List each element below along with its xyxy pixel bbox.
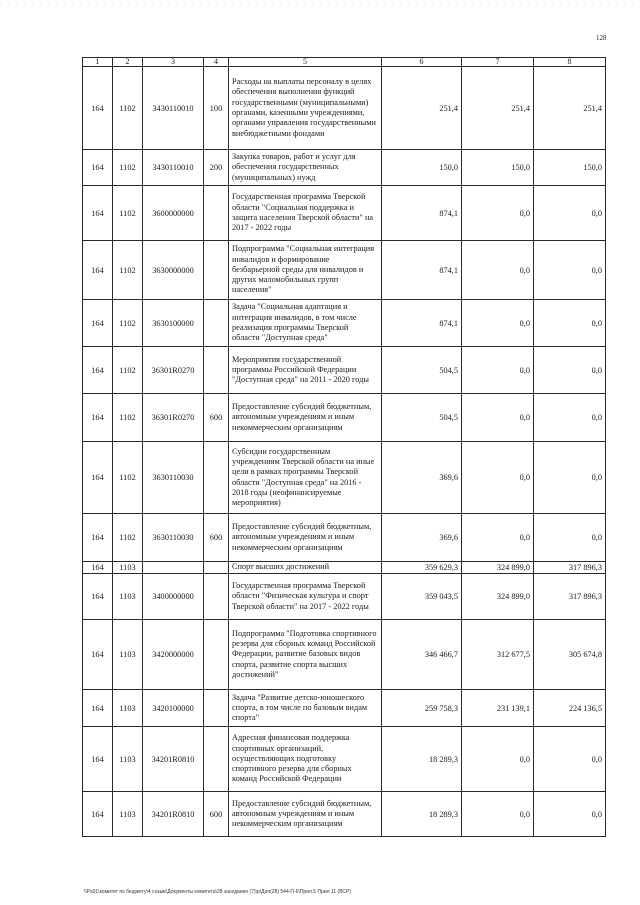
table-row bbox=[83, 150, 606, 186]
footer-file-path: \\Ps01\комитет по бюджету\4 созыв\Документы комитета\28 заседание (7)\р\Доп(28) 544-П-6\Прил.5 Прил 11 (ВСР) bbox=[84, 889, 351, 895]
admin-code-cell: 164 bbox=[83, 347, 113, 394]
expense-type-cell: 600 bbox=[204, 394, 229, 442]
page-number: 128 bbox=[596, 34, 607, 42]
target-article-cell: 3430110010 bbox=[143, 67, 204, 150]
amount-year1-cell: 369,6 bbox=[382, 442, 462, 514]
amount-year1-cell: 874,1 bbox=[382, 186, 462, 241]
column-number: 8 bbox=[534, 58, 606, 67]
admin-code-cell: 164 bbox=[83, 394, 113, 442]
admin-code-cell: 164 bbox=[83, 186, 113, 241]
target-article-cell: 3630110030 bbox=[143, 514, 204, 562]
amount-year2-cell: 0,0 bbox=[462, 442, 534, 514]
item-name-cell: Задача "Социальная адаптация и интеграция инвалидов, в том числе реализация программы Тверской области "Доступная среда" bbox=[229, 300, 382, 347]
table-row bbox=[83, 442, 606, 514]
amount-year3-cell: 305 674,8 bbox=[534, 620, 606, 690]
table-row bbox=[83, 394, 606, 442]
admin-code-cell: 164 bbox=[83, 562, 113, 574]
amount-year1-cell: 18 289,3 bbox=[382, 727, 462, 792]
table-row bbox=[83, 347, 606, 394]
amount-year1-cell: 369,6 bbox=[382, 514, 462, 562]
amount-year3-cell: 0,0 bbox=[534, 394, 606, 442]
amount-year2-cell: 0,0 bbox=[462, 300, 534, 347]
amount-year1-cell: 359 629,3 bbox=[382, 562, 462, 574]
table-row bbox=[83, 792, 606, 837]
amount-year2-cell: 251,4 bbox=[462, 67, 534, 150]
admin-code-cell: 164 bbox=[83, 727, 113, 792]
section-code-cell: 1102 bbox=[113, 514, 143, 562]
amount-year1-cell: 504,5 bbox=[382, 347, 462, 394]
expense-type-cell: 200 bbox=[204, 150, 229, 186]
amount-year1-cell: 359 043,5 bbox=[382, 574, 462, 620]
section-code-cell: 1103 bbox=[113, 620, 143, 690]
column-number: 4 bbox=[204, 58, 229, 67]
target-article-cell: 3630100000 bbox=[143, 300, 204, 347]
section-code-cell: 1103 bbox=[113, 690, 143, 727]
table-row bbox=[83, 574, 606, 620]
table-row bbox=[83, 690, 606, 727]
budget-table bbox=[82, 57, 606, 837]
section-code-cell: 1103 bbox=[113, 562, 143, 574]
amount-year3-cell: 0,0 bbox=[534, 241, 606, 300]
amount-year3-cell: 0,0 bbox=[534, 442, 606, 514]
expense-type-cell bbox=[204, 727, 229, 792]
amount-year2-cell: 0,0 bbox=[462, 792, 534, 837]
column-number-row bbox=[83, 58, 606, 67]
amount-year3-cell: 0,0 bbox=[534, 792, 606, 837]
amount-year3-cell: 0,0 bbox=[534, 347, 606, 394]
column-number: 7 bbox=[462, 58, 534, 67]
target-article-cell: 3630110030 bbox=[143, 442, 204, 514]
amount-year1-cell: 150,0 bbox=[382, 150, 462, 186]
section-code-cell: 1102 bbox=[113, 300, 143, 347]
amount-year3-cell: 0,0 bbox=[534, 727, 606, 792]
target-article-cell: 36301R0270 bbox=[143, 347, 204, 394]
item-name-cell: Предоставление субсидий бюджетным, автономным учреждениям и иным некоммерческим организациям bbox=[229, 394, 382, 442]
target-article-cell: 34201R0810 bbox=[143, 792, 204, 837]
expense-type-cell bbox=[204, 300, 229, 347]
item-name-cell: Государственная программа Тверской области "Социальная поддержка и защита населения Тверской области" на 2017 - 2022 годы bbox=[229, 186, 382, 241]
expense-type-cell bbox=[204, 562, 229, 574]
admin-code-cell: 164 bbox=[83, 514, 113, 562]
expense-type-cell bbox=[204, 186, 229, 241]
amount-year2-cell: 312 677,5 bbox=[462, 620, 534, 690]
table-row bbox=[83, 241, 606, 300]
admin-code-cell: 164 bbox=[83, 67, 113, 150]
amount-year1-cell: 259 758,3 bbox=[382, 690, 462, 727]
section-code-cell: 1103 bbox=[113, 727, 143, 792]
table-row bbox=[83, 300, 606, 347]
amount-year2-cell: 0,0 bbox=[462, 727, 534, 792]
amount-year1-cell: 346 466,7 bbox=[382, 620, 462, 690]
admin-code-cell: 164 bbox=[83, 150, 113, 186]
item-name-cell: Спорт высших достижений bbox=[229, 562, 382, 574]
amount-year3-cell: 0,0 bbox=[534, 514, 606, 562]
section-code-cell: 1102 bbox=[113, 150, 143, 186]
target-article-cell: 3430110010 bbox=[143, 150, 204, 186]
table-row bbox=[83, 514, 606, 562]
amount-year2-cell: 231 139,1 bbox=[462, 690, 534, 727]
amount-year2-cell: 324 899,0 bbox=[462, 574, 534, 620]
section-code-cell: 1102 bbox=[113, 186, 143, 241]
expense-type-cell: 600 bbox=[204, 792, 229, 837]
admin-code-cell: 164 bbox=[83, 792, 113, 837]
amount-year3-cell: 150,0 bbox=[534, 150, 606, 186]
item-name-cell: Государственная программа Тверской области "Физическая культура и спорт Тверской области" на 2017 - 2022 годы bbox=[229, 574, 382, 620]
target-article-cell: 3420100000 bbox=[143, 690, 204, 727]
section-code-cell: 1102 bbox=[113, 67, 143, 150]
admin-code-cell: 164 bbox=[83, 620, 113, 690]
expense-type-cell: 600 bbox=[204, 514, 229, 562]
section-code-cell: 1102 bbox=[113, 347, 143, 394]
expense-type-cell bbox=[204, 442, 229, 514]
table-row bbox=[83, 620, 606, 690]
amount-year2-cell: 0,0 bbox=[462, 186, 534, 241]
amount-year3-cell: 0,0 bbox=[534, 186, 606, 241]
amount-year2-cell: 0,0 bbox=[462, 394, 534, 442]
target-article-cell bbox=[143, 562, 204, 574]
section-code-cell: 1102 bbox=[113, 442, 143, 514]
expense-type-cell bbox=[204, 574, 229, 620]
item-name-cell: Мероприятия государственной программы Российской Федерации "Доступная среда" на 2011 - 2020 годы bbox=[229, 347, 382, 394]
item-name-cell: Предоставление субсидий бюджетным, автономным учреждениям и иным некоммерческим организациям bbox=[229, 792, 382, 837]
target-article-cell: 3400000000 bbox=[143, 574, 204, 620]
section-code-cell: 1102 bbox=[113, 241, 143, 300]
target-article-cell: 3600000000 bbox=[143, 186, 204, 241]
table-row bbox=[83, 727, 606, 792]
target-article-cell: 36301R0270 bbox=[143, 394, 204, 442]
amount-year2-cell: 0,0 bbox=[462, 241, 534, 300]
scan-artifact-marks bbox=[0, 2, 640, 5]
amount-year1-cell: 504,5 bbox=[382, 394, 462, 442]
target-article-cell: 34201R0810 bbox=[143, 727, 204, 792]
expense-type-cell bbox=[204, 241, 229, 300]
table-row bbox=[83, 562, 606, 574]
expense-type-cell bbox=[204, 347, 229, 394]
amount-year2-cell: 150,0 bbox=[462, 150, 534, 186]
amount-year2-cell: 0,0 bbox=[462, 347, 534, 394]
amount-year3-cell: 251,4 bbox=[534, 67, 606, 150]
amount-year1-cell: 251,4 bbox=[382, 67, 462, 150]
item-name-cell: Подпрограмма "Социальная интеграция инвалидов и формирование безбарьерной среды для инвалидов и других маломобильных групп населения" bbox=[229, 241, 382, 300]
item-name-cell: Субсидии государственным учреждениям Тверской области на иные цели в рамках программы Тверской области "Доступная среда" на 2016 - 2018 годы (неофинансируемые мероприятия) bbox=[229, 442, 382, 514]
item-name-cell: Закупка товаров, работ и услуг для обеспечения государственных (муниципальных) нужд bbox=[229, 150, 382, 186]
item-name-cell: Адресная финансовая поддержка спортивных организаций, осуществляющих подготовку спортивного резерва для сборных команд Российской Федерации bbox=[229, 727, 382, 792]
amount-year2-cell: 324 899,0 bbox=[462, 562, 534, 574]
target-article-cell: 3630000000 bbox=[143, 241, 204, 300]
target-article-cell: 3420000000 bbox=[143, 620, 204, 690]
amount-year2-cell: 0,0 bbox=[462, 514, 534, 562]
item-name-cell: Предоставление субсидий бюджетным, автономным учреждениям и иным некоммерческим организациям bbox=[229, 514, 382, 562]
section-code-cell: 1103 bbox=[113, 574, 143, 620]
column-number: 1 bbox=[83, 58, 113, 67]
column-number: 3 bbox=[143, 58, 204, 67]
item-name-cell: Подпрограмма "Подготовка спортивного резерва для сборных команд Российской Федерации, развитие базовых видов спорта, развитие спорта высших достижений" bbox=[229, 620, 382, 690]
item-name-cell: Задача "Развитие детско-юношеского спорта, в том числе по базовым видам спорта" bbox=[229, 690, 382, 727]
item-name-cell: Расходы на выплаты персоналу в целях обеспечения выполнения функций государственными (муниципальными) органами, казенными учреждениями, органами управления государственными внебюджетными фондами bbox=[229, 67, 382, 150]
amount-year1-cell: 874,1 bbox=[382, 300, 462, 347]
expense-type-cell bbox=[204, 690, 229, 727]
section-code-cell: 1102 bbox=[113, 394, 143, 442]
expense-type-cell: 100 bbox=[204, 67, 229, 150]
amount-year3-cell: 317 896,3 bbox=[534, 574, 606, 620]
column-number: 2 bbox=[113, 58, 143, 67]
admin-code-cell: 164 bbox=[83, 690, 113, 727]
column-number: 6 bbox=[382, 58, 462, 67]
section-code-cell: 1103 bbox=[113, 792, 143, 837]
amount-year1-cell: 874,1 bbox=[382, 241, 462, 300]
amount-year3-cell: 224 136,5 bbox=[534, 690, 606, 727]
admin-code-cell: 164 bbox=[83, 241, 113, 300]
admin-code-cell: 164 bbox=[83, 574, 113, 620]
table-row bbox=[83, 67, 606, 150]
admin-code-cell: 164 bbox=[83, 442, 113, 514]
table-row bbox=[83, 186, 606, 241]
admin-code-cell: 164 bbox=[83, 300, 113, 347]
column-number: 5 bbox=[229, 58, 382, 67]
amount-year3-cell: 317 896,3 bbox=[534, 562, 606, 574]
expense-type-cell bbox=[204, 620, 229, 690]
amount-year1-cell: 18 289,3 bbox=[382, 792, 462, 837]
amount-year3-cell: 0,0 bbox=[534, 300, 606, 347]
